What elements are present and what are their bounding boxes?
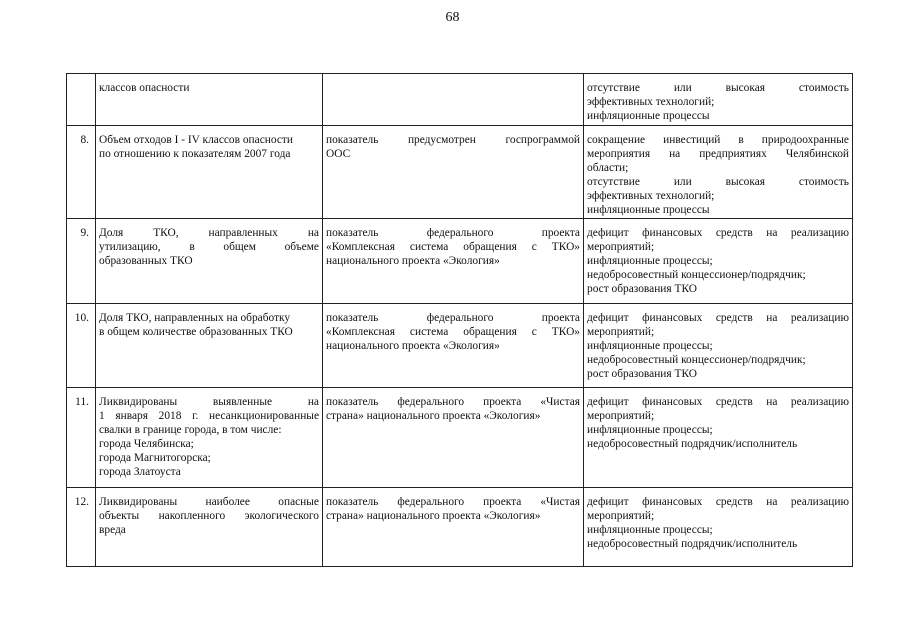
risk-line: дефицит финансовых средств на реализацию	[587, 227, 849, 239]
indicators-table	[66, 73, 853, 567]
risk-line: эффективных технологий;	[587, 96, 715, 108]
source-line: показатель федерального проекта «Чистая	[326, 496, 580, 508]
indicator-cell	[96, 126, 323, 219]
risk-line: недобросовестный подрядчик/исполнитель	[587, 438, 798, 450]
indicator-line: классов опасности	[99, 82, 190, 94]
risk-line: дефицит финансовых средств на реализацию	[587, 496, 849, 508]
indicator-line: Доля ТКО, направленных на	[99, 227, 319, 239]
risks-cell	[584, 304, 853, 388]
source-line: национального проекта «Экология»	[326, 340, 500, 352]
table-body	[67, 74, 853, 567]
risk-line: мероприятий;	[587, 326, 655, 338]
risk-line: инфляционные процессы	[587, 110, 710, 122]
indicator-line: города Магнитогорска;	[99, 452, 211, 464]
source-line: «Комплексная система обращения с ТКО»	[326, 326, 580, 338]
source-line: «Комплексная система обращения с ТКО»	[326, 241, 580, 253]
indicator-line: 1 января 2018 г. несанкционированные	[99, 410, 319, 422]
row-number: 10.	[67, 304, 96, 388]
source-line: страна» национального проекта «Экология»	[326, 410, 541, 422]
risk-line: недобросовестный концессионер/подрядчик;	[587, 354, 806, 366]
indicator-line: города Челябинска;	[99, 438, 194, 450]
risk-line: недобросовестный подрядчик/исполнитель	[587, 538, 798, 550]
risk-line: инфляционные процессы	[587, 204, 710, 216]
source-cell	[323, 304, 584, 388]
risk-line: сокращение инвестиций в природоохранные	[587, 134, 849, 146]
risk-line: эффективных технологий;	[587, 190, 715, 202]
risk-line: рост образования ТКО	[587, 368, 697, 380]
indicator-line: Объем отходов I - IV классов опасности	[99, 134, 293, 146]
risks-cell	[584, 126, 853, 219]
row-number	[67, 74, 96, 126]
table-row	[67, 488, 853, 567]
source-cell	[323, 488, 584, 567]
risk-line: недобросовестный концессионер/подрядчик;	[587, 269, 806, 281]
indicator-line: по отношению к показателям 2007 года	[99, 148, 291, 160]
row-number: 9.	[67, 219, 96, 304]
source-cell	[323, 126, 584, 219]
row-number: 11.	[67, 388, 96, 488]
risk-line: инфляционные процессы;	[587, 340, 713, 352]
risk-line: мероприятия на предприятиях Челябинской	[587, 148, 849, 160]
indicator-cell	[96, 74, 323, 126]
risk-line: отсутствие или высокая стоимость	[587, 176, 849, 188]
risk-line: мероприятий;	[587, 510, 655, 522]
table-row	[67, 304, 853, 388]
indicator-cell	[96, 304, 323, 388]
risk-line: отсутствие или высокая стоимость	[587, 82, 849, 94]
page-number: 68	[445, 10, 460, 25]
risk-line: области;	[587, 162, 629, 174]
indicator-line: объекты накопленного экологического	[99, 510, 319, 522]
risks-cell	[584, 74, 853, 126]
risks-cell	[584, 488, 853, 567]
risk-line: инфляционные процессы;	[587, 424, 713, 436]
table-row	[67, 74, 853, 126]
source-line: показатель федерального проекта «Чистая	[326, 396, 580, 408]
risk-line: инфляционные процессы;	[587, 255, 713, 267]
source-line: ООС	[326, 148, 351, 160]
table-row	[67, 388, 853, 488]
indicator-cell	[96, 388, 323, 488]
indicator-line: в общем количестве образованных ТКО	[99, 326, 293, 338]
risk-line: инфляционные процессы;	[587, 524, 713, 536]
source-cell	[323, 219, 584, 304]
risk-line: дефицит финансовых средств на реализацию	[587, 312, 849, 324]
source-line: показатель предусмотрен госпрограммой	[326, 134, 580, 146]
risk-line: мероприятий;	[587, 241, 655, 253]
risk-line: рост образования ТКО	[587, 283, 697, 295]
table-row	[67, 126, 853, 219]
risks-cell	[584, 219, 853, 304]
source-line: показатель федерального проекта	[326, 312, 580, 324]
risk-line: дефицит финансовых средств на реализацию	[587, 396, 849, 408]
table-row	[67, 219, 853, 304]
indicator-line: Ликвидированы выявленные на	[99, 396, 319, 408]
source-line: показатель федерального проекта	[326, 227, 580, 239]
indicator-line: Доля ТКО, направленных на обработку	[99, 312, 291, 324]
risk-line: мероприятий;	[587, 410, 655, 422]
source-cell	[323, 388, 584, 488]
indicator-cell	[96, 219, 323, 304]
indicator-line: Ликвидированы наиболее опасные	[99, 496, 319, 508]
risks-cell	[584, 388, 853, 488]
row-number: 12.	[67, 488, 96, 567]
indicator-line: свалки в границе города, в том числе:	[99, 424, 282, 436]
indicator-line: образованных ТКО	[99, 255, 193, 267]
source-cell	[323, 74, 584, 126]
indicator-line: утилизацию, в общем объеме	[99, 241, 319, 253]
indicator-line: вреда	[99, 524, 126, 536]
source-line: национального проекта «Экология»	[326, 255, 500, 267]
indicator-line: города Златоуста	[99, 466, 181, 478]
indicator-cell	[96, 488, 323, 567]
source-line: страна» национального проекта «Экология»	[326, 510, 541, 522]
row-number: 8.	[67, 126, 96, 219]
